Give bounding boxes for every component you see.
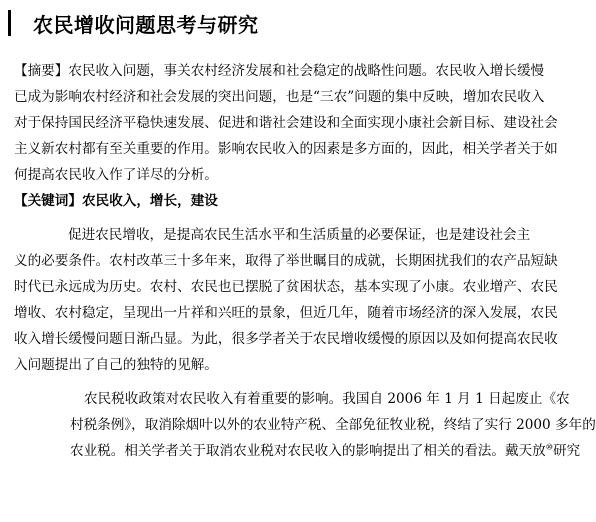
document-body xyxy=(14,58,596,464)
abstract-line-1 xyxy=(14,58,574,84)
title-bar-divider xyxy=(8,10,11,36)
page-title: 农民增收问题思考与研究 xyxy=(33,12,259,37)
abstract-text-1: 农民收入问题，事关农村经济发展和社会稳定的战略性问题。农民收入增长缓慢 xyxy=(68,63,545,79)
title-row xyxy=(8,8,259,38)
paragraph1-line-4: 增收、农村稳定，呈现出一片祥和兴旺的景象，但近几年，随着市场经济的深入发展，农民 xyxy=(14,305,558,321)
footnote-mark: ⑩ xyxy=(545,442,553,452)
paragraph1-line-1: 促进农民增收，是提高农民生活水平和生活质量的必要保证，也是建设社会主 xyxy=(68,227,531,243)
abstract-line-3: 对于保持国民经济平稳快速发展、促进和谐社会建设和全面实现小康社会新目标、建设社会 xyxy=(14,115,558,131)
paragraph1-line-2: 义的必要条件。农村改革三十多年来，取得了举世瞩目的成就，长期困扰我们的农产品短缺 xyxy=(14,253,558,269)
paragraph1-line-3: 时代已永远成为历史。农村、农民也已摆脱了贫困状态，基本实现了小康。农业增产、农民 xyxy=(14,279,558,295)
abstract-line-5: 何提高农民收入作了详尽的分析。 xyxy=(14,167,218,183)
paragraph1-line-5: 收入增长缓慢问题日渐凸显。为此，很多学者关于农民增收缓慢的原因以及如何提高农民收 xyxy=(14,331,558,347)
paragraph1-line-6: 入问题提出了自己的独特的见解。 xyxy=(14,357,218,373)
paragraph2-text-3: 农业税。相关学者关于取消农业税对农民收入的影响提出了相关的看法。戴天放 xyxy=(70,443,546,459)
paragraph2-tail: 研究 xyxy=(552,443,581,459)
paragraph2-line-1: 农民税收政策对农民收入有着重要的影响。我国自 2006 年 1 月 1 日起废止《农 xyxy=(84,391,570,407)
abstract-line-4: 主义新农村都有至关重要的作用。影响农民收入的因素是多方面的，因此，相关学者关于如 xyxy=(14,141,558,157)
keywords-label: 【关键词】 xyxy=(14,193,82,209)
abstract-label: 【摘要】 xyxy=(14,63,69,79)
paragraph2-line-3 xyxy=(14,438,581,464)
keywords-text: 农民收入，增长，建设 xyxy=(81,193,218,209)
abstract-line-2: 已成为影响农村经济和社会发展的突出问题，也是“三农”问题的集中反映，增加农民收入 xyxy=(14,89,545,105)
paragraph2-line-2: 村税条例》，取消除烟叶以外的农业特产税、全部免征牧业税，终结了实行 2000 多年的 xyxy=(70,417,596,433)
keywords-line xyxy=(14,188,574,214)
